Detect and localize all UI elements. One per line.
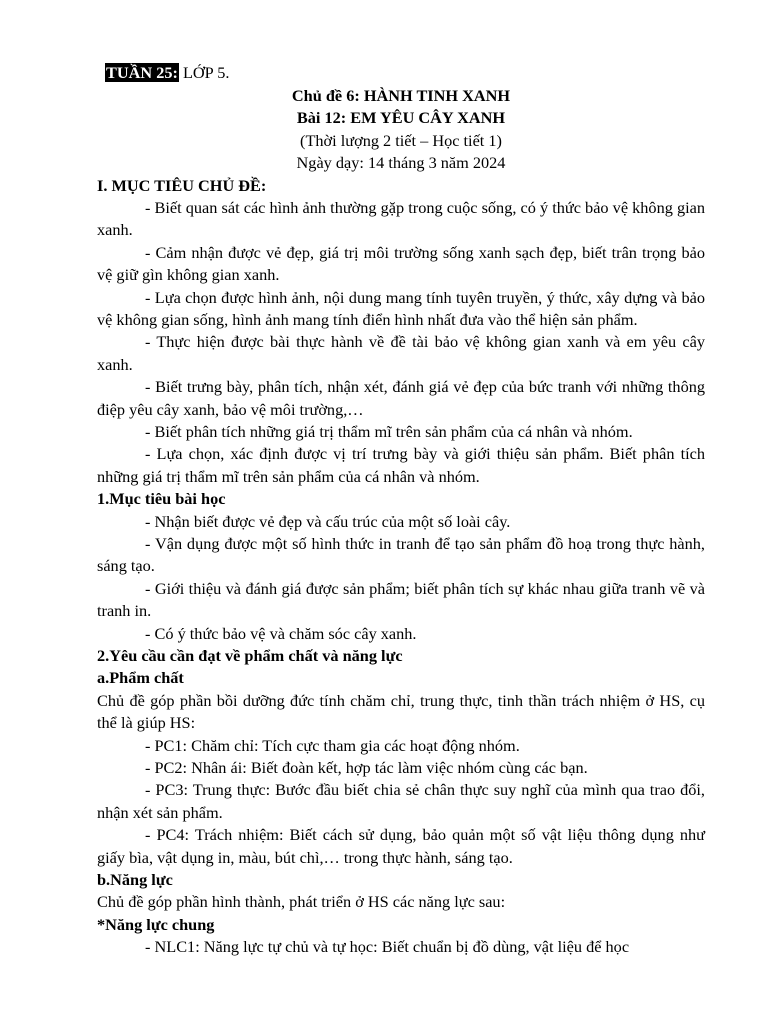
competencies-intro: Chủ đề góp phần hình thành, phát triển ở HS các năng lực sau: — [97, 892, 506, 912]
quality-item: - PC3: Trung thực: Bước đầu biết chia sẻ chân thực suy nghĩ của mình qua trao đổi, nhận xét sản phẩm. — [97, 780, 705, 822]
requirements-heading: 2.Yêu cầu cần đạt về phẩm chất và năng lực — [97, 646, 403, 666]
lesson-objective-item: - Nhận biết được vẻ đẹp và cấu trúc của một số loài cây. — [145, 511, 511, 531]
objective-item: - Lựa chọn, xác định được vị trí trưng bày và giới thiệu sản phẩm. Biết phân tích những giá trị thẩm mĩ trên sản phẩm của cá nhân và nhóm. — [97, 444, 705, 486]
topic-title: Chủ đề 6: HÀNH TINH XANH — [291, 86, 511, 105]
competencies-heading: b.Năng lực — [97, 870, 173, 890]
section-heading-objectives: I. MỤC TIÊU CHỦ ĐỀ: — [97, 175, 267, 195]
objective-item: - Lựa chọn được hình ảnh, nội dung mang tính tuyên truyền, ý thức, xây dựng và bảo vệ không gian sống, hình ảnh mang tính điển hình nhất đưa vào thể hiện sản phẩm. — [97, 287, 705, 329]
lesson-objectives-heading: 1.Mục tiêu bài học — [97, 489, 226, 509]
objective-item: - Biết phân tích những giá trị thẩm mĩ trên sản phẩm của cá nhân và nhóm. — [145, 422, 633, 442]
objective-item: - Cảm nhận được vẻ đẹp, giá trị môi trường sống xanh sạch đẹp, biết trân trọng bảo vệ giữ gìn không gian xanh. — [97, 242, 705, 285]
lesson-title: Bài 12: EM YÊU CÂY XANH — [296, 108, 506, 128]
competency-item: - NLC1: Năng lực tự chủ và tự học: Biết chuẩn bị đồ dùng, vật liệu để học — [145, 937, 630, 957]
lesson-objective-item: - Giới thiệu và đánh giá được sản phẩm; biết phân tích sự khác nhau giữa tranh vẽ và tranh in. — [97, 578, 705, 621]
qualities-intro: Chủ đề góp phần bồi dưỡng đức tính chăm chỉ, trung thực, tinh thần trách nhiệm ở HS, cụ thể là giúp HS: — [97, 690, 705, 733]
objective-item: - Biết trưng bày, phân tích, nhận xét, đánh giá vẻ đẹp của bức tranh với những thông điệp yêu cây xanh, bảo vệ môi trường,… — [97, 377, 705, 419]
quality-item: - PC2: Nhân ái: Biết đoàn kết, hợp tác làm việc nhóm cùng các bạn. — [145, 758, 588, 778]
lesson-objective-item: - Có ý thức bảo vệ và chăm sóc cây xanh. — [145, 623, 417, 643]
document-page — [97, 61, 705, 959]
qualities-heading: a.Phẩm chất — [97, 668, 184, 688]
quality-item: - PC1: Chăm chỉ: Tích cực tham gia các hoạt động nhóm. — [145, 735, 520, 755]
general-competency-heading: *Năng lực chung — [97, 914, 215, 934]
teaching-date: Ngày dạy: 14 tháng 3 năm 2024 — [296, 153, 506, 173]
duration-line: (Thời lượng 2 tiết – Học tiết 1) — [300, 130, 502, 150]
objective-item: - Biết quan sát các hình ảnh thường gặp trong cuộc sống, có ý thức bảo vệ không gian xanh. — [97, 197, 705, 240]
grade-label: LỚP 5. — [178, 63, 230, 82]
week-tag: TUẦN 25: — [106, 63, 178, 82]
week-grade-line — [97, 61, 705, 85]
quality-item: - PC4: Trách nhiệm: Biết cách sử dụng, bảo quản một số vật liệu thông dụng như giấy bìa, vật dụng in, màu, bút chì,… trong thực hành, sáng tạo. — [97, 825, 705, 867]
lesson-objective-item: - Vận dụng được một số hình thức in tranh để tạo sản phẩm đồ hoạ trong thực hành, sáng tạo. — [97, 534, 705, 576]
objective-item: - Thực hiện được bài thực hành về đề tài bảo vệ không gian xanh và em yêu cây xanh. — [97, 332, 705, 374]
